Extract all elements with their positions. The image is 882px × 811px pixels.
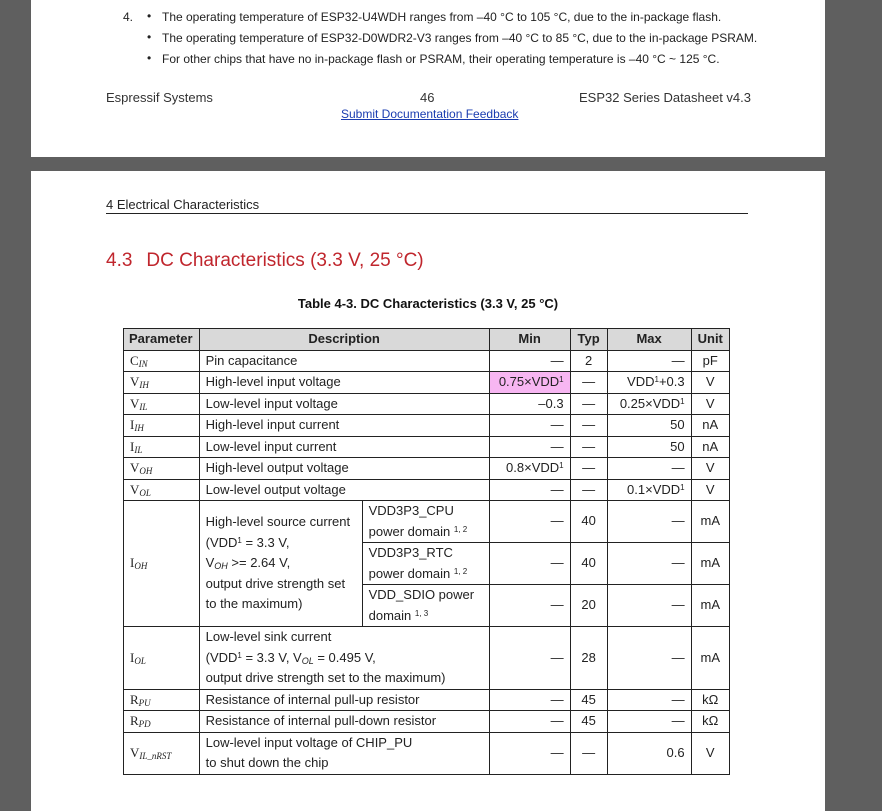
param-cell: $R_{PD}$ (124, 711, 200, 733)
param-cell: $I_{IL}$ (124, 436, 200, 458)
min-cell-highlighted: $0.75\times VDD^1$ (489, 372, 570, 394)
typ-cell: — (570, 436, 607, 458)
desc-cell: Low-level input voltage of CHIP_PU to shut down the chip (199, 732, 489, 774)
unit-cell: V (691, 372, 729, 394)
ioh-domain-sdio: VDD_SDIO power domain $^{1, 3}$ (368, 587, 475, 623)
col-header-max: Max (607, 329, 691, 351)
param-cell: $V_{OL}$ (124, 479, 200, 501)
col-header-min: Min (489, 329, 570, 351)
unit-cell: pF (691, 350, 729, 372)
bullet-icon: • (147, 9, 152, 23)
pdf-page-current (31, 171, 825, 811)
typ-cell: — (570, 372, 607, 394)
table-row (124, 350, 730, 372)
bullet-icon: • (147, 30, 152, 44)
table-row (124, 415, 730, 437)
bullet-icon: • (147, 51, 152, 65)
min-cell: — (489, 585, 570, 627)
ioh-main-desc: High-level source current ($VDD^1 = 3.3$ V, $V_{OH} >= 2.64$ V, output drive strength set to the maximum) (200, 501, 363, 626)
ioh-domain-cpu: VDD3P3_CPU power domain $^{1, 2}$ (362, 501, 489, 543)
max-cell: 50 (607, 436, 691, 458)
table-row-ioh (124, 501, 730, 543)
unit-cell: nA (691, 436, 729, 458)
section-number: 4.3 (106, 250, 133, 271)
max-cell: — (607, 711, 691, 733)
ioh-domain-rtc: VDD3P3_RTC power domain $^{1, 2}$ (362, 543, 489, 585)
typ-cell: 2 (570, 350, 607, 372)
param-cell: $I_{IH}$ (124, 415, 200, 437)
typ-cell: 28 (570, 627, 607, 690)
table-row (124, 689, 730, 711)
desc-cell: Resistance of internal pull-down resistor (199, 711, 489, 733)
min-cell: — (489, 350, 570, 372)
unit-cell: V (691, 479, 729, 501)
min-cell: — (489, 415, 570, 437)
typ-cell: — (570, 479, 607, 501)
pdf-page-previous (31, 0, 825, 157)
unit-cell: nA (691, 415, 729, 437)
note-bullet-2: The operating temperature of ESP32-D0WDR2-V3 ranges from –40 °C to 85 °C, due to the in-package PSRAM. (162, 31, 758, 45)
unit-cell: mA (691, 501, 729, 543)
typ-cell: — (570, 732, 607, 774)
col-header-parameter: Parameter (124, 329, 200, 351)
footer-company: Espressif Systems (106, 90, 213, 105)
col-header-description: Description (199, 329, 489, 351)
param-cell: $I_{OL}$ (124, 627, 200, 690)
unit-cell: V (691, 393, 729, 415)
typ-cell: — (570, 415, 607, 437)
desc-cell: Low-level input current (199, 436, 489, 458)
param-cell: $I_{OH}$ (124, 501, 200, 627)
feedback-link[interactable]: Submit Documentation Feedback (341, 107, 519, 121)
unit-cell: mA (691, 543, 729, 585)
unit-cell: kΩ (691, 689, 729, 711)
table-row (124, 458, 730, 480)
ioh-desc-cell (199, 501, 489, 627)
unit-cell: V (691, 458, 729, 480)
param-cell: $V_{IL}$ (124, 393, 200, 415)
desc-cell: Resistance of internal pull-up resistor (199, 689, 489, 711)
min-cell: — (489, 711, 570, 733)
max-cell: — (607, 689, 691, 711)
max-cell: $0.25\times VDD^1$ (607, 393, 691, 415)
desc-cell: High-level input current (199, 415, 489, 437)
desc-cell: Low-level input voltage (199, 393, 489, 415)
min-cell: — (489, 627, 570, 690)
typ-cell: 40 (570, 501, 607, 543)
max-cell: — (607, 350, 691, 372)
typ-cell: — (570, 458, 607, 480)
table-caption: Table 4-3. DC Characteristics (3.3 V, 25 °C) (297, 296, 559, 311)
col-header-unit: Unit (691, 329, 729, 351)
max-cell: $0.1\times VDD^1$ (607, 479, 691, 501)
min-cell: — (489, 689, 570, 711)
param-cell: $V_{IL\_nRST}$ (124, 732, 200, 774)
desc-cell: Pin capacitance (199, 350, 489, 372)
note-number: 4. (123, 10, 134, 24)
table-row (124, 732, 730, 774)
table-row (124, 436, 730, 458)
max-cell: — (607, 501, 691, 543)
typ-cell: 45 (570, 689, 607, 711)
section-heading (106, 250, 424, 272)
dc-characteristics-table (123, 328, 730, 775)
min-cell: — (489, 479, 570, 501)
section-title: DC Characteristics (3.3 V, 25 °C) (146, 250, 424, 271)
table-row (124, 479, 730, 501)
typ-cell: — (570, 393, 607, 415)
note-bullet-1: The operating temperature of ESP32-U4WDH ranges from –40 °C to 105 °C, due to the in-package flash. (162, 10, 722, 24)
min-cell: — (489, 501, 570, 543)
param-cell: $R_{PU}$ (124, 689, 200, 711)
param-cell: $V_{IH}$ (124, 372, 200, 394)
unit-cell: mA (691, 627, 729, 690)
max-cell: 0.6 (607, 732, 691, 774)
desc-cell: High-level output voltage (199, 458, 489, 480)
typ-cell: 45 (570, 711, 607, 733)
param-cell: $C_{IN}$ (124, 350, 200, 372)
unit-cell: mA (691, 585, 729, 627)
running-header: 4 Electrical Characteristics (106, 197, 260, 212)
max-cell: — (607, 543, 691, 585)
footer-doc-title: ESP32 Series Datasheet v4.3 (579, 90, 751, 105)
typ-cell: 40 (570, 543, 607, 585)
max-cell: — (607, 585, 691, 627)
min-cell: — (489, 543, 570, 585)
min-cell: –0.3 (489, 393, 570, 415)
max-cell: 50 (607, 415, 691, 437)
table-header-row (124, 329, 730, 351)
unit-cell: kΩ (691, 711, 729, 733)
param-cell: $V_{OH}$ (124, 458, 200, 480)
min-cell: — (489, 436, 570, 458)
desc-cell: High-level input voltage (199, 372, 489, 394)
desc-cell: Low-level sink current ($VDD^1 = 3.3$ V, $V_{OL} = 0.495$ V, output drive strength set to the maximum) (199, 627, 489, 690)
note-bullet-3: For other chips that have no in-package flash or PSRAM, their operating temperature is –40 °C ~ 125 °C. (162, 52, 720, 66)
footer-page-number: 46 (420, 90, 435, 105)
desc-cell: Low-level output voltage (199, 479, 489, 501)
max-cell: — (607, 458, 691, 480)
max-cell: — (607, 627, 691, 690)
header-rule (106, 213, 748, 214)
table-row (124, 372, 730, 394)
unit-cell: V (691, 732, 729, 774)
typ-cell: 20 (570, 585, 607, 627)
table-row (124, 393, 730, 415)
min-cell: — (489, 732, 570, 774)
max-cell: $VDD^1+0.3$ (607, 372, 691, 394)
min-cell: $0.8\times VDD^1$ (489, 458, 570, 480)
table-row (124, 627, 730, 690)
table-row (124, 711, 730, 733)
col-header-typ: Typ (570, 329, 607, 351)
ioh-inner-table (200, 501, 489, 626)
